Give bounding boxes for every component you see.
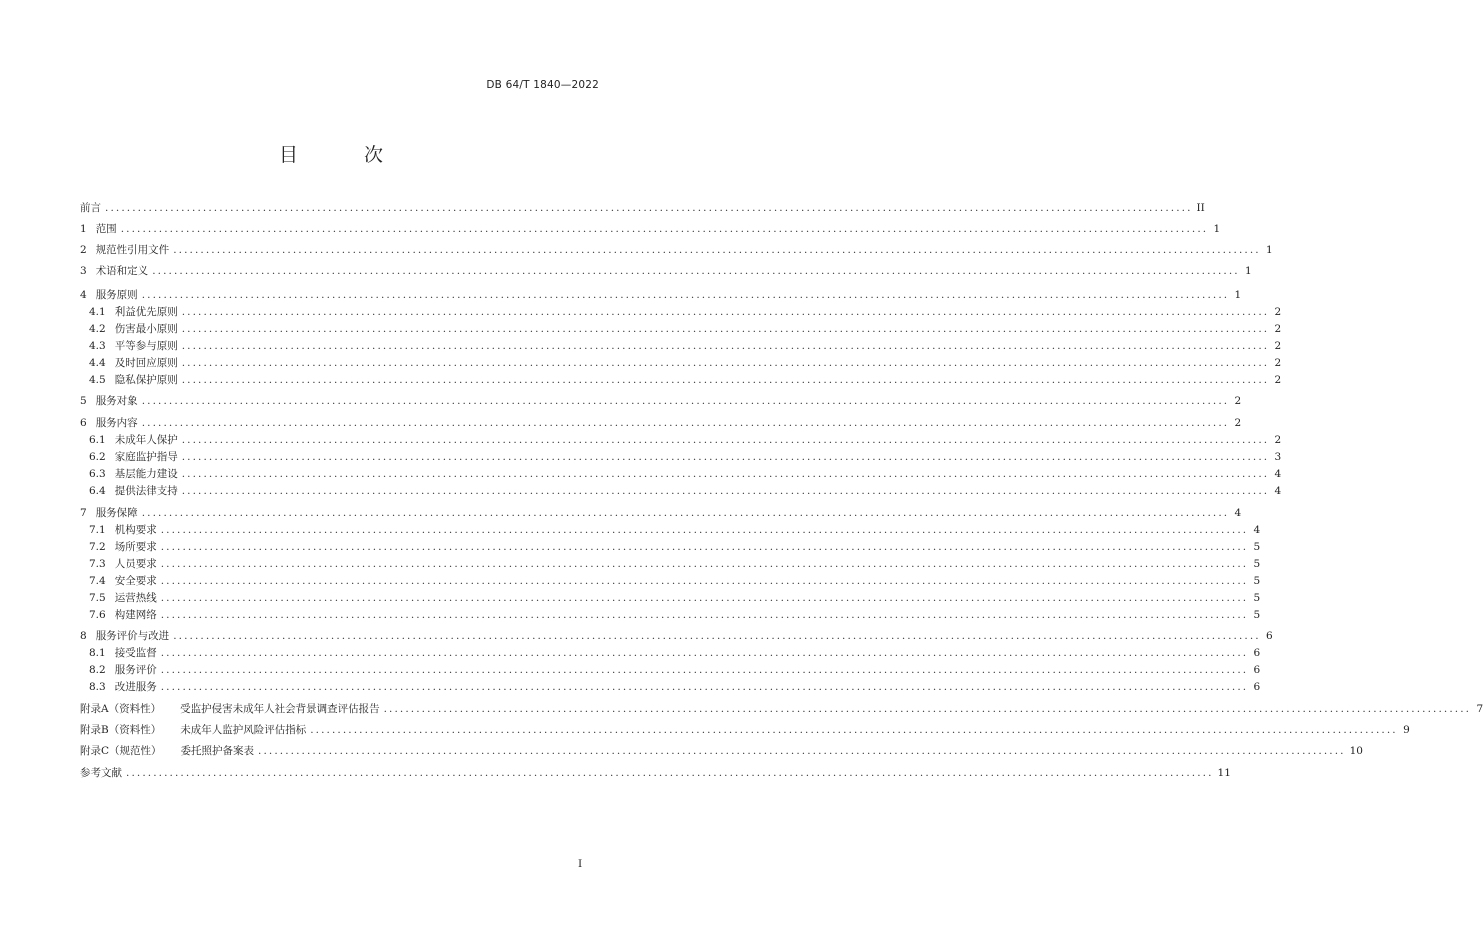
toc-entry-page: 2 xyxy=(1234,417,1242,429)
toc-entry-page: 2 xyxy=(1274,434,1282,446)
toc-entry[interactable] xyxy=(80,573,1261,590)
toc-leader-dots: ........................................................................................................................................................................................................ xyxy=(141,289,1230,301)
toc-entry-title: 构建网络 xyxy=(114,609,157,621)
toc-entry-number: 5 xyxy=(80,395,87,407)
toc-entry-page: 2 xyxy=(1274,306,1282,318)
document-id: DB 64/T 1840—2022 xyxy=(486,79,599,91)
toc-entry-page: 1 xyxy=(1213,223,1221,235)
toc-entry-title: 提供法律支持 xyxy=(114,485,178,497)
toc-entry-title: 受监护侵害未成年人社会背景调查评估报告 xyxy=(180,703,380,715)
toc-entry[interactable] xyxy=(80,743,1363,760)
toc-leader-dots: ........................................................................................................................................................................................................ xyxy=(258,745,1346,757)
toc-entry-title: 服务原则 xyxy=(95,289,138,301)
toc-entry[interactable] xyxy=(80,539,1261,556)
toc-entry-title: 委托照护备案表 xyxy=(180,745,255,757)
toc-entry-page: 6 xyxy=(1253,681,1261,693)
toc-entry-title: 伤害最小原则 xyxy=(114,323,178,335)
toc-leader-dots: ........................................................................................................................................................................................................ xyxy=(181,451,1270,463)
toc-entry-title: 范围 xyxy=(95,223,117,235)
toc-entry-title: 未成年人监护风险评估指标 xyxy=(180,724,307,736)
toc-entry-number: 6.1 xyxy=(89,434,106,446)
toc-entry-page: 6 xyxy=(1253,647,1261,659)
toc-leader-dots: ........................................................................................................................................................................................................ xyxy=(160,647,1249,659)
toc-entry-page: 5 xyxy=(1253,609,1261,621)
toc-entry-number: 附录C（规范性） xyxy=(80,745,162,757)
toc-entry-page: 6 xyxy=(1266,630,1273,642)
toc-entry-number: 6.3 xyxy=(89,468,106,480)
toc-entry-number: 附录A（资料性） xyxy=(80,703,162,715)
toc-entry[interactable] xyxy=(80,355,1282,372)
toc-entry-number: 8 xyxy=(80,630,87,642)
toc-entry-number: 附录B（资料性） xyxy=(80,724,162,736)
toc-entry-number: 7.1 xyxy=(89,524,106,536)
toc-entry-number: 7.2 xyxy=(89,541,106,553)
toc-leader-dots: ........................................................................................................................................................................................................ xyxy=(120,223,1209,235)
toc-entry-number: 8.3 xyxy=(89,681,106,693)
toc-entry-number: 4 xyxy=(80,289,87,301)
toc-leader-dots: ........................................................................................................................................................................................................ xyxy=(181,340,1270,352)
toc-leader-dots: ........................................................................................................................................................................................................ xyxy=(383,703,1472,715)
toc-entry-title: 服务对象 xyxy=(95,395,138,407)
toc-entry-number: 6.4 xyxy=(89,485,106,497)
toc-entry[interactable] xyxy=(80,701,1483,718)
toc-entry-number: 8.2 xyxy=(89,664,106,676)
toc-entry-page: 2 xyxy=(1274,357,1282,369)
toc-entry[interactable] xyxy=(80,321,1282,338)
toc-entry-title: 机构要求 xyxy=(114,524,157,536)
toc-leader-dots: ........................................................................................................................................................................................................ xyxy=(181,357,1270,369)
toc-entry-title: 基层能力建设 xyxy=(114,468,178,480)
toc-entry-page: 1 xyxy=(1266,244,1273,256)
toc-entry-title: 接受监督 xyxy=(114,647,157,659)
toc-entry-page: 4 xyxy=(1234,507,1242,519)
toc-entry[interactable] xyxy=(80,522,1261,539)
toc-leader-dots: ........................................................................................................................................................................................................ xyxy=(181,434,1270,446)
toc-entry[interactable] xyxy=(80,662,1261,679)
toc-entry-page: 9 xyxy=(1403,724,1410,736)
toc-entry-title: 规范性引用文件 xyxy=(95,244,170,256)
toc-leader-dots: ........................................................................................................................................................................................................ xyxy=(160,575,1249,587)
toc-entry-number: 4.1 xyxy=(89,306,106,318)
toc-entry-page: 7 xyxy=(1476,703,1483,715)
toc-leader-dots: ........................................................................................................................................................................................................ xyxy=(181,485,1270,497)
toc-entry-page: 3 xyxy=(1274,451,1282,463)
toc-leader-dots: ........................................................................................................................................................................................................ xyxy=(126,767,1214,779)
toc-entry[interactable] xyxy=(80,393,1242,410)
toc-entry-page: 5 xyxy=(1253,541,1261,553)
toc-entry-page: 6 xyxy=(1253,664,1261,676)
toc-entry-number: 4.2 xyxy=(89,323,106,335)
toc-leader-dots: ........................................................................................................................................................................................................ xyxy=(181,468,1270,480)
toc-entry-title: 运营热线 xyxy=(114,592,157,604)
toc-entry-title: 服务内容 xyxy=(95,417,138,429)
toc-entry[interactable] xyxy=(80,449,1282,466)
toc-entry-number: 6.2 xyxy=(89,451,106,463)
toc-entry-title: 改进服务 xyxy=(114,681,157,693)
toc-entry-number: 6 xyxy=(80,417,87,429)
toc-entry-number: 7.6 xyxy=(89,609,106,621)
toc-entry[interactable] xyxy=(80,590,1261,607)
toc-entry-title: 服务评价 xyxy=(114,664,157,676)
toc-entry-number: 7.3 xyxy=(89,558,106,570)
toc-leader-dots: ........................................................................................................................................................................................................ xyxy=(105,202,1193,214)
toc-entry-number: 7.5 xyxy=(89,592,106,604)
toc-leader-dots: ........................................................................................................................................................................................................ xyxy=(160,681,1249,693)
toc-entry-number: 3 xyxy=(80,265,87,277)
toc-leader-dots: ........................................................................................................................................................................................................ xyxy=(173,244,1261,256)
toc-leader-dots: ........................................................................................................................................................................................................ xyxy=(160,558,1249,570)
toc-entry[interactable] xyxy=(80,242,1273,259)
toc-entry-page: 5 xyxy=(1253,558,1261,570)
toc-entry-page: 1 xyxy=(1234,289,1242,301)
toc-leader-dots: ........................................................................................................................................................................................................ xyxy=(152,265,1240,277)
toc-leader-dots: ........................................................................................................................................................................................................ xyxy=(173,630,1261,642)
toc-leader-dots: ........................................................................................................................................................................................................ xyxy=(181,306,1270,318)
toc-leader-dots: ........................................................................................................................................................................................................ xyxy=(181,374,1270,386)
toc-entry[interactable] xyxy=(80,505,1242,522)
toc-entry-title: 及时回应原则 xyxy=(114,357,178,369)
toc-entry[interactable] xyxy=(80,483,1282,500)
toc-entry[interactable] xyxy=(80,628,1273,645)
toc-entry-title: 安全要求 xyxy=(114,575,157,587)
toc-entry-number: 2 xyxy=(80,244,87,256)
toc-entry-page: 2 xyxy=(1274,340,1282,352)
toc-entry-page: 2 xyxy=(1234,395,1242,407)
toc-entry-title: 参考文献 xyxy=(80,767,122,779)
toc-entry-page: 4 xyxy=(1253,524,1261,536)
toc-entry-title: 服务保障 xyxy=(95,507,138,519)
toc-entry[interactable] xyxy=(80,287,1242,304)
toc-entry-number: 4.3 xyxy=(89,340,106,352)
toc-entry-title: 服务评价与改进 xyxy=(95,630,170,642)
toc-entry-title: 平等参与原则 xyxy=(114,340,178,352)
toc-entry-page: 11 xyxy=(1217,767,1231,779)
toc-entry-number: 1 xyxy=(80,223,87,235)
toc-entry[interactable] xyxy=(80,607,1261,624)
toc-entry-page: 10 xyxy=(1349,745,1363,757)
toc-entry[interactable] xyxy=(80,645,1261,662)
toc-entry[interactable] xyxy=(80,263,1252,280)
toc-entry[interactable] xyxy=(80,221,1221,238)
page-title: 目 次 xyxy=(278,144,414,166)
toc-entry-title: 利益优先原则 xyxy=(114,306,178,318)
toc-entry-title: 人员要求 xyxy=(114,558,157,570)
toc-entry-title: 场所要求 xyxy=(114,541,157,553)
toc-entry[interactable] xyxy=(80,722,1410,739)
toc-entry-page: 2 xyxy=(1274,323,1282,335)
toc-entry-page: 5 xyxy=(1253,575,1261,587)
toc-entry-page: 1 xyxy=(1245,265,1252,277)
toc-entry-number: 7.4 xyxy=(89,575,106,587)
toc-entry-title: 前言 xyxy=(80,202,101,214)
toc-leader-dots: ........................................................................................................................................................................................................ xyxy=(141,417,1230,429)
toc-leader-dots: ........................................................................................................................................................................................................ xyxy=(160,592,1249,604)
toc-entry-title: 术语和定义 xyxy=(95,265,149,277)
toc-leader-dots: ........................................................................................................................................................................................................ xyxy=(310,724,1398,736)
toc-entry-number: 4.4 xyxy=(89,357,106,369)
toc-leader-dots: ........................................................................................................................................................................................................ xyxy=(160,664,1249,676)
toc-entry-page: 4 xyxy=(1274,485,1282,497)
toc-leader-dots: ........................................................................................................................................................................................................ xyxy=(160,541,1249,553)
toc-entry-number: 7 xyxy=(80,507,87,519)
toc-entry-number: 8.1 xyxy=(89,647,106,659)
toc-entry[interactable] xyxy=(80,338,1282,355)
toc-entry[interactable] xyxy=(80,415,1242,432)
toc-entry[interactable] xyxy=(80,304,1282,321)
toc-leader-dots: ........................................................................................................................................................................................................ xyxy=(160,524,1249,536)
page-number: I xyxy=(578,858,583,870)
toc-entry-page: 2 xyxy=(1274,374,1282,386)
toc-entry[interactable] xyxy=(80,432,1282,449)
toc-entry[interactable] xyxy=(80,556,1261,573)
toc-entry[interactable] xyxy=(80,679,1261,696)
toc-leader-dots: ........................................................................................................................................................................................................ xyxy=(160,609,1249,621)
toc-leader-dots: ........................................................................................................................................................................................................ xyxy=(141,395,1230,407)
toc-entry[interactable] xyxy=(80,200,1205,217)
toc-entry[interactable] xyxy=(80,466,1282,483)
toc-entry[interactable] xyxy=(80,765,1231,782)
toc-leader-dots: ........................................................................................................................................................................................................ xyxy=(141,507,1230,519)
toc-entry-number: 4.5 xyxy=(89,374,106,386)
toc-entry-title: 家庭监护指导 xyxy=(114,451,178,463)
toc-leader-dots: ........................................................................................................................................................................................................ xyxy=(181,323,1270,335)
toc-entry-page: II xyxy=(1196,202,1205,214)
toc-entry-title: 未成年人保护 xyxy=(114,434,178,446)
toc-entry-page: 4 xyxy=(1274,468,1282,480)
toc-entry[interactable] xyxy=(80,372,1282,389)
toc-entry-page: 5 xyxy=(1253,592,1261,604)
toc-entry-title: 隐私保护原则 xyxy=(114,374,178,386)
